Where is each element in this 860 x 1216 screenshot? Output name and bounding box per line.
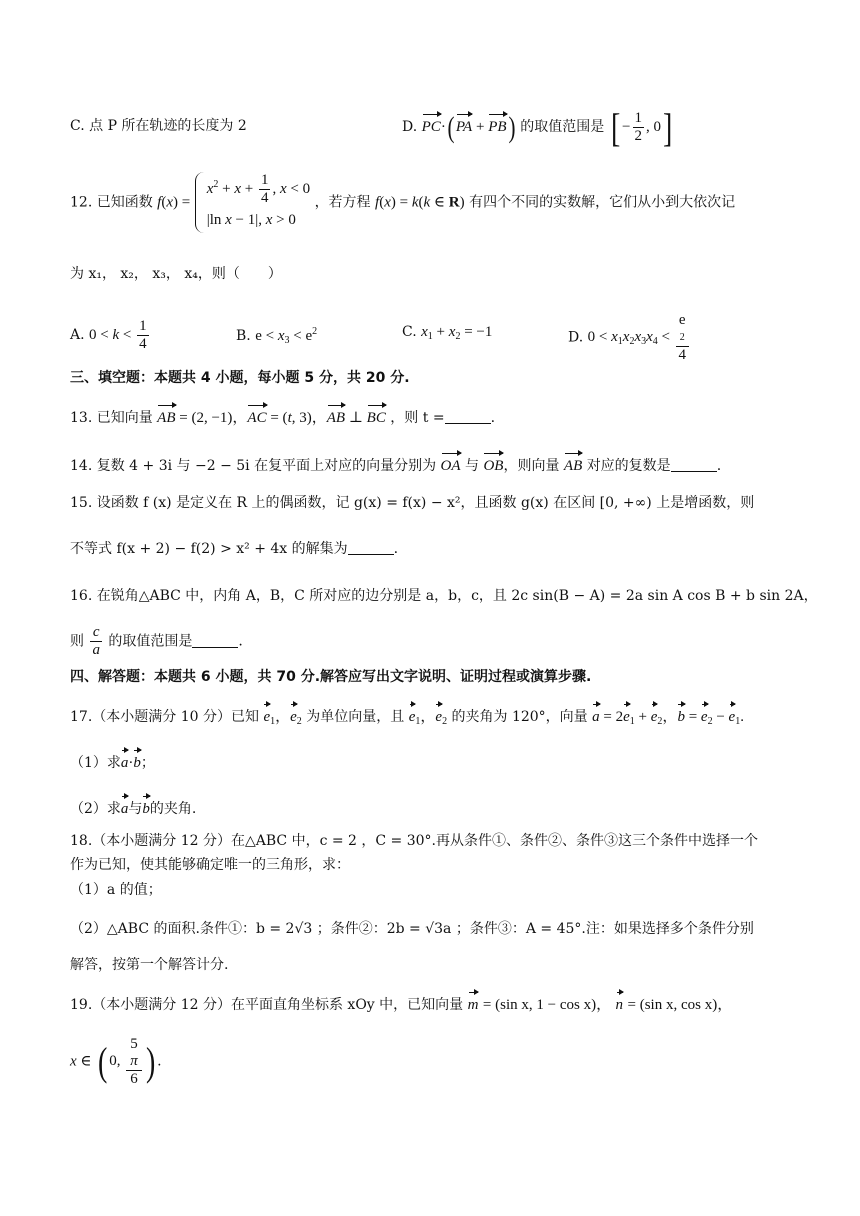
q12-option-b: [236, 322, 317, 351]
q14-blank[interactable]: [671, 457, 717, 472]
q15-line2-text: 不等式 f(x + 2) − f(2) > x² + 4x 的解集为: [70, 541, 348, 557]
q14: 14. 复数 4 + 3i 与 −2 − 5i 在复平面上对应的向量分别为 OA 与 OB，则向量 AB 对应的复数是 .: [70, 451, 721, 476]
q14-prefix: 14. 复数 4 + 3i 与 −2 − 5i 在复平面上对应的向量分别为: [70, 458, 437, 474]
q12-option-d-expr: $0 < x_1x_2x_3x_4$ < e 2 4: [588, 329, 691, 345]
q17-part1-label: （1）求: [70, 755, 121, 771]
q14-tail: 对应的复数是: [586, 458, 671, 474]
q17-mid: 为单位向量，且: [306, 709, 405, 725]
q12-option-a: [70, 318, 151, 353]
q17-part2-a: （2）求: [70, 801, 121, 817]
q18-line4: （2）△ABC 的面积.条件①：b = 2√3 ；条件②：2b = √3a ；条件③：A = 45°.注：如果选择多个条件分别: [70, 921, 754, 937]
q16-line1: 16. 在锐角△ABC 中，内角 A，B，C 所对应的边分别是 a，b，c，且 2c sin(B − A) = 2a sin A cos B + b sin 2A，: [70, 588, 818, 604]
q13-blank[interactable]: [445, 409, 491, 424]
q19-interval: ( 0, 5 π 6 ): [97, 1036, 156, 1087]
q12-option-b-expr: $e < x_3 < e^2$: [255, 326, 318, 346]
q11-option-d-range: [ − $\frac{1}{2}$ , 0]: [610, 104, 673, 150]
q12-option-d-label: D.: [568, 329, 584, 346]
q14-mid2: ，则向量: [503, 458, 560, 474]
q13-tail: ，则 t =: [390, 410, 445, 426]
q12-equation: f(x) = k(k ∈ R): [375, 194, 465, 211]
q19-line1: 19.（本小题满分 12 分）在平面直角坐标系 xOy 中，已知向量 m = (sin x, 1 − cos x)， n = (sin x, cos x)，: [70, 990, 732, 1015]
q19-prefix: 19.（本小题满分 12 分）在平面直角坐标系 xOy 中，已知向量: [70, 997, 464, 1013]
section-4-heading: 四、解答题：本题共 6 小题，共 70 分.解答应写出文字说明、证明过程或演算步骤.: [70, 669, 592, 685]
q12-option-b-label: B.: [236, 328, 251, 344]
q15-line2: 不等式 f(x + 2) − f(2) > x² + 4x 的解集为 .: [70, 541, 399, 557]
q17-part2-b: 与: [128, 801, 143, 817]
q16-blank[interactable]: [192, 633, 238, 648]
q11-option-d: [402, 104, 674, 150]
q12-prefix: 12. 已知函数: [70, 194, 153, 211]
q16-line2-tail: 的取值范围是: [108, 633, 193, 650]
q17-prefix: 17.（本小题满分 10 分）已知: [70, 709, 259, 725]
q11-option-d-tail: 的取值范围是: [520, 118, 605, 135]
q15-blank[interactable]: [348, 540, 394, 555]
q13-expr: AB = (2, −1)，AC = (t, 3)，AB ⊥ BC: [157, 410, 386, 426]
q11-option-c-text: C. 点 P 所在轨迹的长度为 2: [70, 118, 247, 134]
q13: 13. 已知向量 AB = (2, −1)，AC = (t, 3)，AB ⊥ BC ，则 t = .: [70, 403, 495, 428]
q12-option-d: [568, 312, 691, 364]
q11-option-d-expr: PC·( PA + PB): [421, 110, 516, 144]
q12-option-c: [402, 322, 492, 347]
q19-line2: [70, 1036, 162, 1088]
q19-n-value: = (sin x, cos x)，: [627, 997, 733, 1013]
q17-mid2: 的夹角为 120°，向量: [451, 709, 588, 725]
q19-line2-prefix: x ∈: [70, 1053, 92, 1070]
q12-mid: ，若方程: [314, 194, 371, 211]
q12-fx: f: [157, 194, 162, 211]
q12-option-a-expr: 0 < k < $\frac{1}{4}$: [89, 318, 147, 352]
q18-line5: 解答，按第一个解答计分.: [70, 957, 229, 973]
q16-line2: 则 $\frac{c}{a}$ 的取值范围是 .: [70, 624, 243, 658]
section-3-heading: 三、填空题：本题共 4 小题，每小题 5 分，共 20 分.: [70, 370, 410, 386]
q12-line2: 为 x₁， x₂， x₃， x₄，则（ ）: [70, 266, 282, 282]
q15-line1: 15. 设函数 f (x) 是定义在 R 上的偶函数，记 g(x) = f(x) − x²，且函数 g(x) 在区间 [0, +∞) 上是增函数，则: [70, 495, 755, 511]
q12-option-a-label: A.: [70, 326, 85, 343]
q17-vectors: $a = 2e_1 + e_2$，$b = e_2 - e_1$.: [592, 709, 744, 725]
q16-fraction: $\frac{c}{a}$: [92, 624, 100, 658]
q11-option-c: [70, 116, 247, 136]
q19-m-value: = (sin x, 1 − cos x)，: [482, 997, 612, 1013]
q12-option-c-label: C.: [402, 324, 417, 340]
q12-option-c-expr: $x_1 + x_2 = -1$: [421, 324, 493, 342]
q12-tail: 有四个不同的实数解，它们从小到大依次记: [469, 194, 736, 211]
q17-part2-c: 的夹角.: [149, 801, 197, 817]
q13-prefix: 13. 已知向量: [70, 410, 153, 426]
q17-line1: 17.（本小题满分 10 分）已知 $e_1$，$e_2$ 为单位向量，且 $e_1$，$e_2$ 的夹角为 120°，向量 $a = 2e_1 + e_2$，$b = e_2 - e_1$.: [70, 702, 744, 732]
q19-line2-tail: .: [157, 1053, 162, 1070]
q16-line2-prefix: 则: [70, 633, 84, 650]
q18-line2: 作为已知，使其能够确定唯一的三角形，求：: [70, 857, 350, 873]
q14-mid: 与: [465, 458, 479, 474]
q18-line1: 18.（本小题满分 12 分）在△ABC 中，c = 2 ，C = 30°.再从条件①、条件②、条件③这三个条件中选择一个: [70, 833, 759, 849]
q12-piecewise: $x^2 + x$ + $\frac{1}{4}$ , x < 0 |ln x − 1|, x > 0: [195, 172, 310, 233]
q17-part1: （1）求a·b；: [70, 748, 155, 773]
q11-option-d-label: D.: [402, 118, 418, 135]
q17-part2: （2）求a与b的夹角.: [70, 794, 196, 819]
q18-line3: （1）a 的值；: [70, 882, 162, 898]
q12-stem: 12. 已知函数 f(x) = $x^2 + x$ + $\frac{1}{4}$ , x < 0 |ln x − 1|, x > 0 ，若方程 f(x) = k(k ∈ R) 有四个不同的实数解，它们从小到大依次记: [70, 172, 735, 233]
